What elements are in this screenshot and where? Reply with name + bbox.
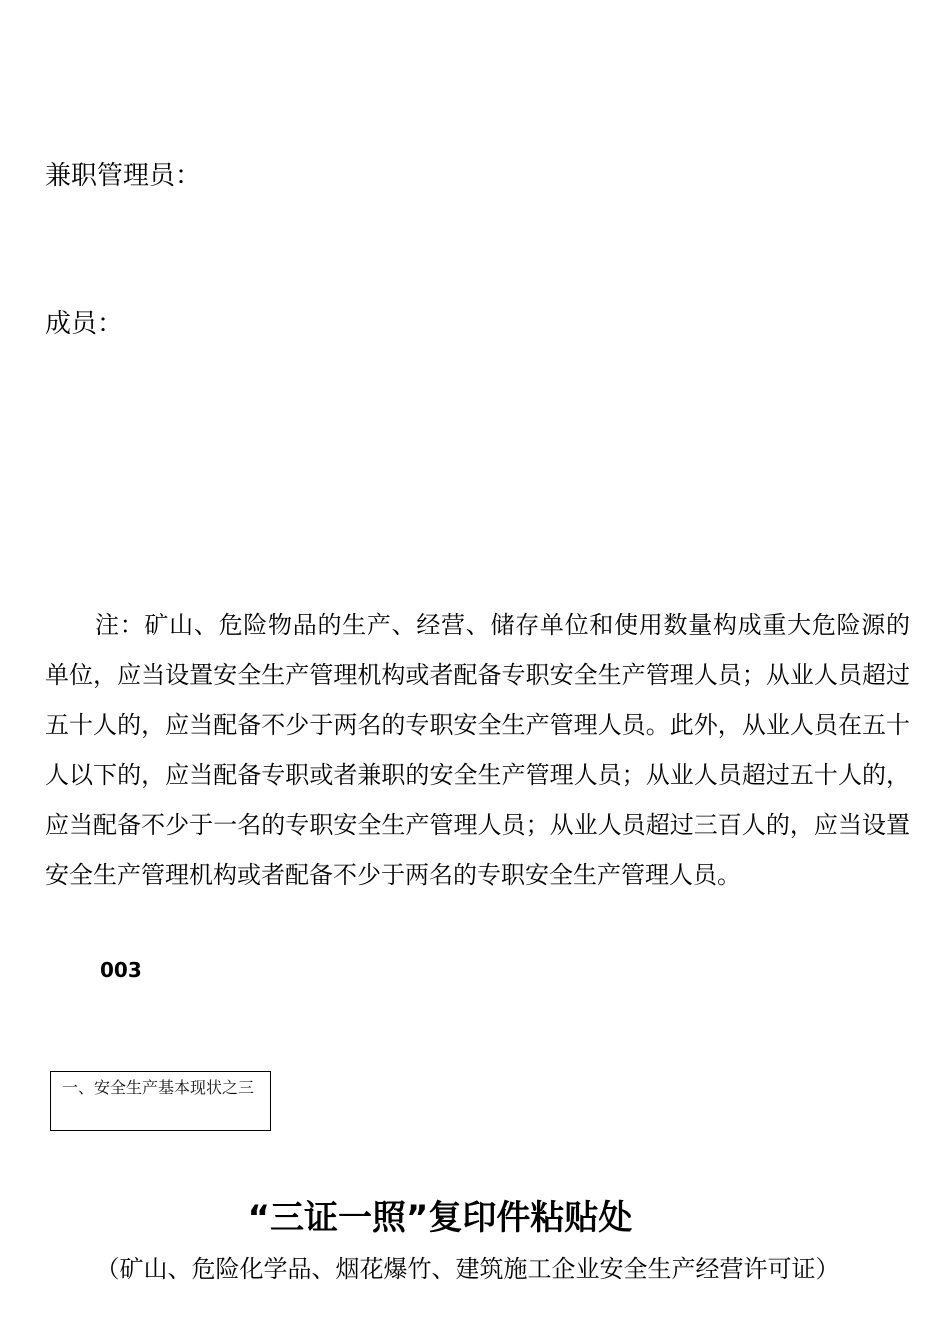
section-label-box [50, 1071, 271, 1131]
section-label-text: 一、安全生产基本现状之三 [62, 1078, 255, 1097]
page-number: 003 [100, 958, 142, 982]
part-time-admin-label: 兼职管理员： [45, 161, 202, 191]
paste-area-subtitle: （矿山、危险化学品、烟花爆竹、建筑施工企业安全生产经营许可证） [95, 1255, 840, 1283]
paste-area-title: “三证一照”复印件粘贴处 [247, 1198, 633, 1238]
note-paragraph: 注：矿山、危险物品的生产、经营、储存单位和使用数量构成重大危险源的单位，应当设置安全生产管理机构或者配备专职安全生产管理人员；从业人员超过五十人的，应当配备不少于两名的专职安全生产管理人员。此外，从业人员在五十人以下的，应当配备专职或者兼职的安全生产管理人员；从业人员超过五十人的，应当配备不少于一名的专职安全生产管理人员；从业人员超过三百人的，应当设置安全生产管理机构或者配备不少于两名的专职安全生产管理人员。 [45, 611, 910, 889]
members-label: 成员： [45, 309, 124, 339]
